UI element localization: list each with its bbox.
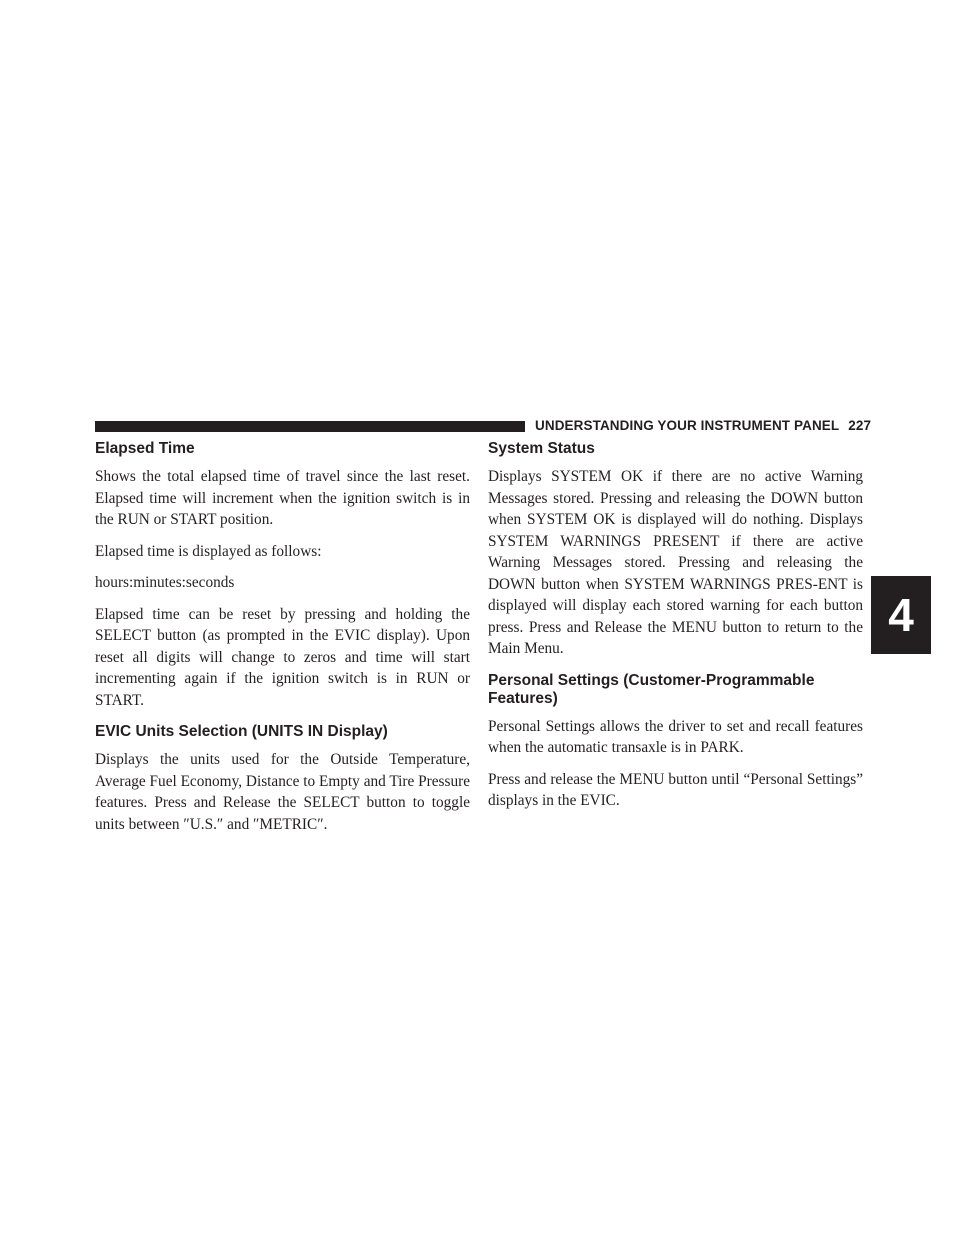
personal-settings-para-2: Press and release the MENU button until “Personal Settings” displays in the EVIC. [488,770,863,809]
elapsed-time-para-1: Shows the total elapsed time of travel since the last reset. Elapsed time will increment when the ignition switch is in the RUN or START position. [95,468,470,528]
system-status-heading: System Status [488,440,595,457]
system-status-para-1: Displays SYSTEM OK if there are no active Warning Messages stored. Pressing and releasing the DOWN button when SYSTEM OK is displayed will do nothing. Displays SYSTEM WARNINGS PRESENT if there are active Warning Messages stored. Pressing and releasing the DOWN button when SYSTEM WARNINGS PRES-ENT is displayed will display each stored warning for each button press. Press and Release the MENU button to return to the Main Menu. [488,468,863,657]
elapsed-time-format: hours:minutes:seconds [95,574,235,591]
personal-settings-para-1: Personal Settings allows the driver to set and recall features when the automatic transaxle is in PARK. [488,717,863,756]
header-title: UNDERSTANDING YOUR INSTRUMENT PANEL [535,418,840,433]
header-rule [95,421,525,432]
elapsed-time-heading: Elapsed Time [95,440,195,457]
left-column [95,440,470,845]
running-header [535,418,871,433]
evic-units-para-1: Displays the units used for the Outside Temperature, Average Fuel Economy, Distance to Empty and Tire Pressure features. Press and Release the SELECT button to toggle units between ″U.S.″ and ″METRIC″. [95,751,470,833]
evic-units-heading: EVIC Units Selection (UNITS IN Display) [95,723,388,740]
page-number: 227 [848,418,872,433]
elapsed-time-para-2: Elapsed time is displayed as follows: [95,542,322,560]
chapter-tab: 4 [871,576,931,654]
elapsed-time-para-4: Elapsed time can be reset by pressing and holding the SELECT button (as prompted in the EVIC display). Upon reset all digits will change to zeros and time will start incrementing again if the ignition switch is in RUN or START. [95,605,470,709]
personal-settings-heading: Personal Settings (Customer-Programmable Features) [488,671,815,707]
right-column [488,440,863,822]
